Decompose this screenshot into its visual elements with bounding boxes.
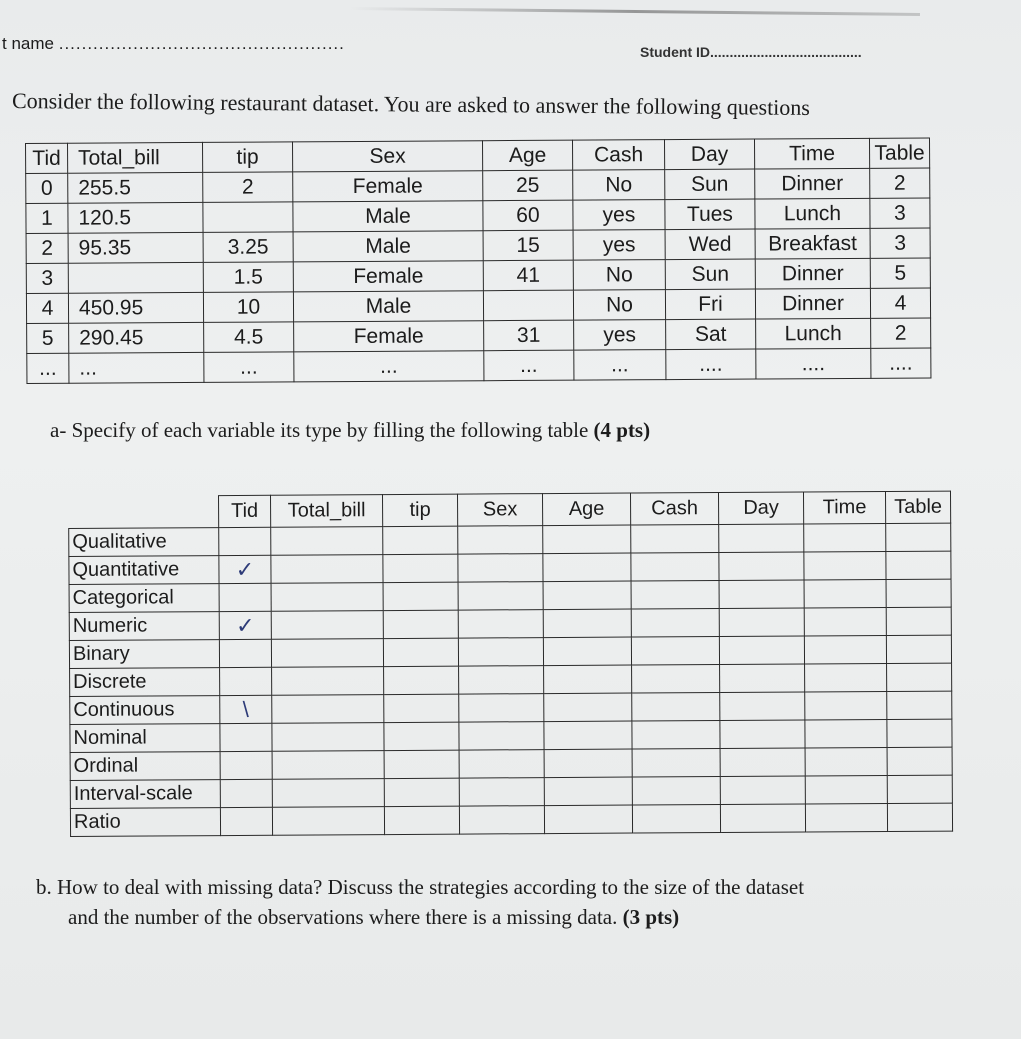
- type-answer-cell[interactable]: [219, 611, 271, 639]
- dataset-column-header: Total_bill: [68, 142, 203, 173]
- dataset-column-header: Sex: [292, 141, 482, 172]
- dataset-cell: yes: [573, 200, 665, 231]
- dataset-cell: 10: [203, 292, 293, 323]
- type-answer-cell[interactable]: [632, 693, 720, 722]
- type-answer-cell[interactable]: [544, 777, 632, 806]
- type-answer-cell[interactable]: [887, 663, 952, 691]
- type-answer-cell[interactable]: [805, 748, 887, 777]
- question-a-label: a-: [50, 418, 67, 442]
- type-answer-cell[interactable]: [272, 695, 384, 724]
- type-answer-cell[interactable]: [384, 666, 459, 694]
- type-answer-cell[interactable]: [631, 609, 719, 638]
- type-answer-cell[interactable]: [805, 804, 887, 833]
- dataset-cell: 4: [870, 288, 930, 318]
- type-answer-cell[interactable]: [383, 526, 458, 554]
- dataset-cell: Dinner: [755, 288, 870, 319]
- type-answer-cell[interactable]: [720, 776, 805, 805]
- type-answer-cell[interactable]: [220, 695, 272, 723]
- type-answer-cell[interactable]: [887, 691, 952, 719]
- type-answer-cell[interactable]: [271, 583, 383, 612]
- type-answer-cell[interactable]: [219, 527, 271, 555]
- dataset-cell: Wed: [665, 229, 755, 260]
- type-answer-cell[interactable]: [271, 639, 383, 668]
- dataset-cell: yes: [574, 320, 666, 351]
- dataset-cell: 5: [870, 258, 930, 288]
- type-answer-cell[interactable]: [631, 637, 719, 666]
- type-table-column-header: Tid: [219, 495, 271, 527]
- type-answer-cell[interactable]: [886, 635, 951, 663]
- type-answer-cell[interactable]: [271, 555, 383, 584]
- type-answer-cell[interactable]: [720, 664, 805, 693]
- type-row-label: Ordinal: [70, 752, 220, 781]
- type-answer-cell[interactable]: [719, 552, 804, 581]
- type-row-label: Discrete: [70, 668, 220, 697]
- dataset-cell: 41: [483, 260, 573, 291]
- type-row-label: Continuous: [70, 696, 220, 725]
- type-answer-cell[interactable]: [459, 666, 544, 695]
- type-answer-cell[interactable]: [886, 607, 951, 635]
- type-answer-cell[interactable]: [458, 582, 543, 611]
- dataset-cell: No: [573, 290, 665, 321]
- type-answer-cell[interactable]: [219, 639, 271, 667]
- dataset-cell: Fri: [665, 289, 755, 320]
- type-table-column-header: Day: [718, 492, 803, 525]
- dataset-cell: Sun: [665, 169, 755, 200]
- type-answer-cell[interactable]: [543, 637, 631, 666]
- dataset-cell: 5: [27, 323, 69, 353]
- type-answer-cell[interactable]: [458, 638, 543, 667]
- type-answer-cell[interactable]: [632, 721, 720, 750]
- type-row-label: Binary: [69, 640, 219, 669]
- dataset-cell: No: [573, 260, 665, 291]
- name-label: t name: [2, 34, 54, 53]
- dataset-cell: Lunch: [755, 198, 870, 229]
- dataset-cell: ...: [484, 350, 574, 381]
- dataset-cell: 2: [871, 318, 931, 348]
- type-answer-cell[interactable]: [459, 806, 544, 835]
- dataset-cell: Dinner: [755, 168, 870, 199]
- type-answer-cell[interactable]: [719, 608, 804, 637]
- type-answer-cell[interactable]: [459, 750, 544, 779]
- dataset-cell: 31: [484, 320, 574, 351]
- dataset-cell: [68, 262, 203, 293]
- dataset-cell: ...: [294, 351, 484, 382]
- dataset-column-header: Age: [482, 140, 572, 171]
- type-table-corner: [69, 496, 219, 529]
- type-answer-cell[interactable]: [543, 581, 631, 610]
- dataset-cell: 255.5: [68, 172, 203, 203]
- dataset-cell: Tues: [665, 199, 755, 230]
- type-answer-cell[interactable]: [631, 525, 719, 554]
- dataset-cell: Female: [294, 321, 484, 352]
- type-answer-cell[interactable]: [719, 580, 804, 609]
- dataset-column-header: Day: [664, 139, 754, 170]
- type-answer-cell[interactable]: [804, 524, 886, 553]
- type-answer-cell[interactable]: [544, 665, 632, 694]
- dataset-cell: 2: [870, 168, 930, 198]
- dataset-cell: No: [573, 170, 665, 201]
- type-answer-cell[interactable]: [887, 719, 952, 747]
- type-answer-cell[interactable]: [220, 751, 272, 779]
- type-answer-cell[interactable]: [543, 525, 631, 554]
- type-answer-cell[interactable]: [220, 667, 272, 695]
- handwritten-checkmark: ✓: [235, 612, 255, 638]
- dataset-column-header: Time: [754, 138, 869, 169]
- dataset-cell: 120.5: [68, 202, 203, 233]
- dataset-cell: Female: [293, 261, 483, 292]
- type-answer-cell[interactable]: [384, 778, 459, 806]
- type-answer-cell[interactable]: [220, 779, 272, 807]
- dataset-column-header: Tid: [26, 143, 68, 173]
- type-answer-cell[interactable]: [886, 523, 951, 551]
- dataset-cell: ....: [666, 349, 756, 380]
- type-answer-cell[interactable]: [544, 749, 632, 778]
- type-answer-cell[interactable]: [805, 776, 887, 805]
- dataset-cell: 450.95: [68, 292, 203, 323]
- type-answer-cell[interactable]: [719, 524, 804, 553]
- dataset-cell: 4: [26, 293, 68, 323]
- type-answer-cell[interactable]: [720, 804, 805, 833]
- type-answer-cell[interactable]: [632, 805, 720, 834]
- type-answer-cell[interactable]: [220, 807, 272, 835]
- type-answer-cell[interactable]: [271, 611, 383, 640]
- question-b: [36, 872, 996, 932]
- dataset-column-header: tip: [202, 142, 292, 173]
- type-answer-cell[interactable]: [458, 526, 543, 555]
- type-row-label: Ratio: [70, 808, 220, 837]
- type-answer-cell[interactable]: [886, 579, 951, 607]
- type-answer-cell[interactable]: [632, 665, 720, 694]
- dataset-cell: Sat: [666, 319, 756, 350]
- dataset-column-header: Cash: [572, 140, 664, 171]
- type-answer-cell[interactable]: [804, 552, 886, 581]
- type-answer-cell[interactable]: [272, 807, 384, 836]
- type-answer-cell[interactable]: [272, 751, 384, 780]
- type-answer-cell[interactable]: [804, 580, 886, 609]
- dataset-cell: ...: [27, 353, 69, 383]
- type-answer-cell[interactable]: [887, 747, 952, 775]
- dataset-cell: 4.5: [204, 322, 294, 353]
- type-answer-cell[interactable]: [544, 721, 632, 750]
- type-answer-cell[interactable]: [805, 664, 887, 693]
- question-b-points: (3 pts): [622, 905, 680, 929]
- type-answer-cell[interactable]: [458, 610, 543, 639]
- type-answer-cell[interactable]: [543, 553, 631, 582]
- dataset-cell: 2: [203, 172, 293, 203]
- type-table-column-header: Cash: [630, 493, 718, 526]
- type-row-label: Interval-scale: [70, 780, 220, 809]
- type-answer-cell[interactable]: [384, 694, 459, 722]
- type-answer-cell[interactable]: [383, 610, 458, 638]
- type-answer-cell[interactable]: [632, 749, 720, 778]
- type-table-column-header: Age: [542, 493, 630, 526]
- dataset-cell: Male: [293, 291, 483, 322]
- type-answer-cell[interactable]: [887, 775, 952, 803]
- question-b-text-line2: and the number of the observations where there is a missing data.: [68, 905, 618, 929]
- dataset-cell: 2: [26, 233, 68, 263]
- dataset-cell: Sun: [665, 259, 755, 290]
- name-dots: ..................................................: [58, 34, 345, 53]
- type-answer-cell[interactable]: [458, 554, 543, 583]
- dataset-cell: 3.25: [203, 232, 293, 263]
- type-answer-cell[interactable]: [384, 806, 459, 834]
- dataset-cell: [203, 202, 293, 233]
- type-answer-cell[interactable]: [219, 555, 271, 583]
- dataset-cell: Male: [293, 201, 483, 232]
- type-table-column-header: Table: [885, 491, 950, 523]
- type-row-label: Quantitative: [69, 556, 219, 585]
- type-answer-cell[interactable]: [805, 692, 887, 721]
- type-answer-cell[interactable]: [271, 527, 383, 556]
- type-answer-cell[interactable]: [886, 551, 951, 579]
- dataset-cell: Female: [293, 171, 483, 202]
- dataset-row: [27, 348, 931, 384]
- type-answer-cell[interactable]: [459, 722, 544, 751]
- type-answer-cell[interactable]: [219, 583, 271, 611]
- type-row-label: Categorical: [69, 584, 219, 613]
- dataset-cell: 15: [483, 230, 573, 261]
- dataset-cell: yes: [573, 230, 665, 261]
- question-a: [50, 418, 650, 443]
- handwritten-checkmark: ✓: [235, 556, 255, 582]
- type-row-label: Numeric: [69, 612, 219, 641]
- type-answer-cell[interactable]: [631, 581, 719, 610]
- type-answer-cell[interactable]: [632, 777, 720, 806]
- type-answer-cell[interactable]: [720, 748, 805, 777]
- type-answer-cell[interactable]: [220, 723, 272, 751]
- dataset-cell: 3: [870, 198, 930, 228]
- type-answer-cell[interactable]: [544, 693, 632, 722]
- type-answer-cell[interactable]: [804, 636, 886, 665]
- dataset-cell: 1.5: [203, 262, 293, 293]
- student-name-line: [2, 34, 345, 54]
- type-table-column-header: tip: [382, 494, 457, 526]
- dataset-column-header: Table: [869, 138, 929, 168]
- dataset-cell: 0: [26, 173, 68, 203]
- type-answer-cell[interactable]: [887, 803, 952, 831]
- restaurant-dataset-table: [25, 137, 931, 384]
- type-table-header-row: [69, 491, 951, 528]
- dataset-cell: ...: [204, 352, 294, 383]
- dataset-cell: [483, 290, 573, 321]
- type-answer-cell[interactable]: [804, 608, 886, 637]
- dataset-cell: ....: [871, 348, 931, 378]
- dataset-cell: Male: [293, 231, 483, 262]
- type-table-column-header: Time: [803, 492, 885, 525]
- type-answer-cell[interactable]: [383, 554, 458, 582]
- type-answer-cell[interactable]: [631, 553, 719, 582]
- type-row-label: Nominal: [70, 724, 220, 753]
- dataset-cell: 1: [26, 203, 68, 233]
- variable-type-table: [68, 491, 953, 837]
- dataset-cell: 60: [483, 200, 573, 231]
- dataset-cell: 290.45: [69, 322, 204, 353]
- question-b-text-line1: How to deal with missing data? Discuss the strategies according to the size of the dataset: [57, 875, 805, 899]
- type-answer-cell[interactable]: [272, 723, 384, 752]
- type-table-row: [70, 803, 952, 836]
- type-table-column-header: Sex: [457, 494, 542, 527]
- page-edge-shadow: [350, 7, 920, 16]
- dataset-cell: Lunch: [756, 318, 871, 349]
- type-answer-cell[interactable]: [272, 667, 384, 696]
- dataset-cell: ...: [69, 352, 204, 383]
- type-answer-cell[interactable]: [383, 638, 458, 666]
- question-a-text: Specify of each variable its type by filling the following table: [71, 418, 589, 442]
- type-answer-cell[interactable]: [459, 694, 544, 723]
- dataset-cell: 3: [870, 228, 930, 258]
- intro-text: Consider the following restaurant dataset. You are asked to answer the following questions: [11, 88, 811, 120]
- type-answer-cell[interactable]: [719, 636, 804, 665]
- type-answer-cell[interactable]: [384, 722, 459, 750]
- dataset-cell: Dinner: [755, 258, 870, 289]
- type-answer-cell[interactable]: [720, 720, 805, 749]
- dataset-cell: ....: [756, 348, 871, 379]
- type-table-column-header: Total_bill: [270, 495, 382, 528]
- question-b-label: b.: [36, 875, 52, 899]
- dataset-cell: 3: [26, 263, 68, 293]
- type-answer-cell[interactable]: [544, 805, 632, 834]
- type-answer-cell[interactable]: [543, 609, 631, 638]
- type-answer-cell[interactable]: [272, 779, 384, 808]
- dataset-cell: Breakfast: [755, 228, 870, 259]
- type-answer-cell[interactable]: [720, 692, 805, 721]
- handwritten-checkmark: \: [242, 696, 249, 722]
- type-answer-cell[interactable]: [384, 750, 459, 778]
- type-answer-cell[interactable]: [805, 720, 887, 749]
- dataset-cell: 25: [483, 170, 573, 201]
- student-id-line: Student ID.......................................: [640, 44, 862, 60]
- type-row-label: Qualitative: [69, 528, 219, 557]
- dataset-cell: 95.35: [68, 232, 203, 263]
- question-a-points: (4 pts): [593, 418, 651, 442]
- type-answer-cell[interactable]: [459, 778, 544, 807]
- type-answer-cell[interactable]: [383, 582, 458, 610]
- dataset-cell: ...: [574, 350, 666, 381]
